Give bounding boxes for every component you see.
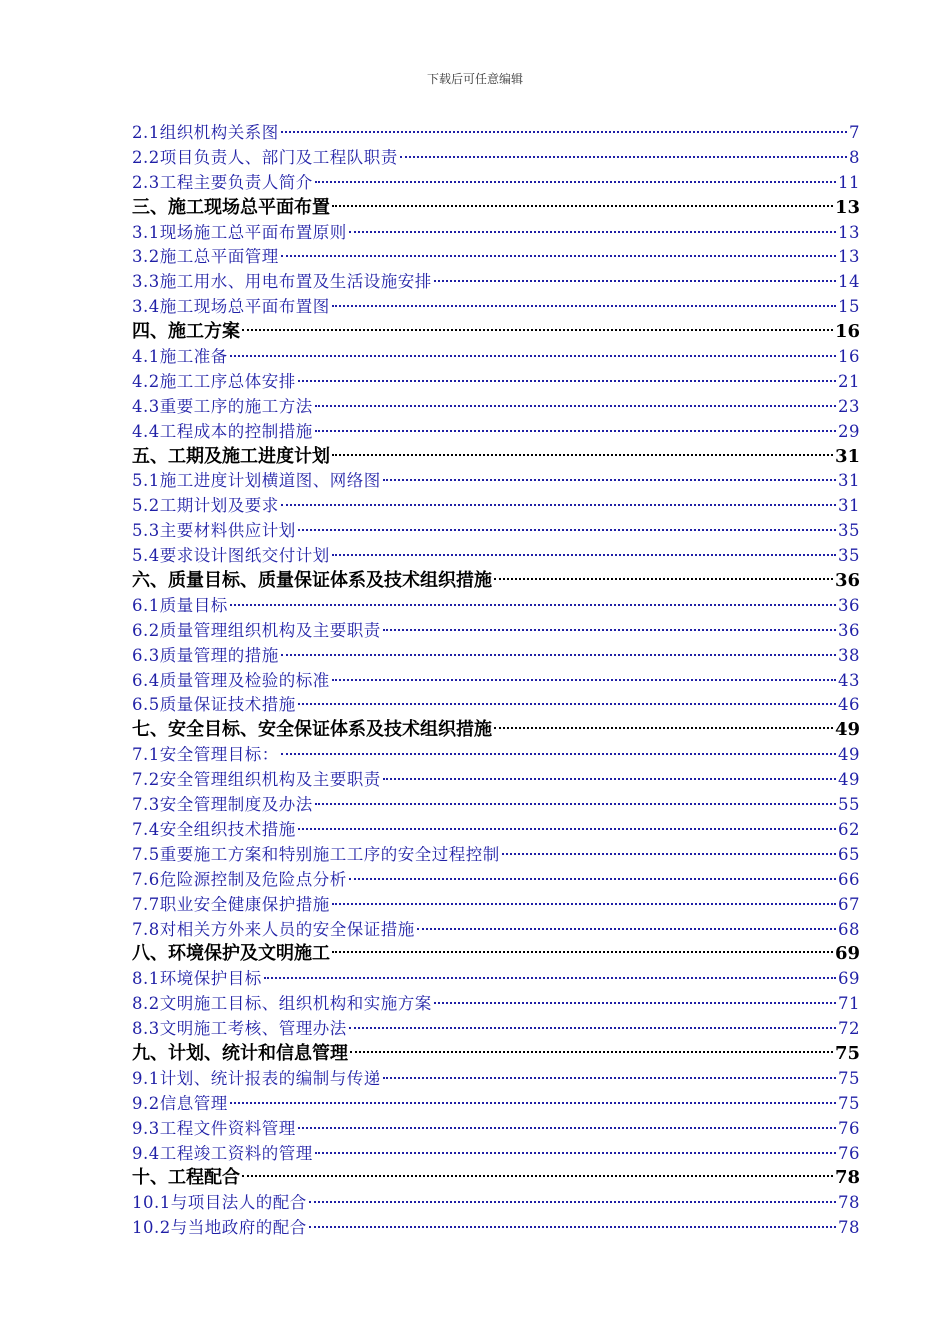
dot-leader bbox=[298, 828, 836, 830]
toc-entry-page-number: 66 bbox=[838, 869, 860, 889]
toc-subsection-entry[interactable] bbox=[132, 1216, 860, 1241]
dot-leader bbox=[281, 753, 836, 755]
dot-leader bbox=[332, 679, 836, 681]
toc-entry-page-number: 14 bbox=[838, 272, 860, 292]
dot-leader bbox=[242, 329, 833, 331]
toc-entry-page-number: 38 bbox=[838, 645, 860, 665]
dot-leader bbox=[315, 405, 836, 407]
toc-entry-page-number: 31 bbox=[838, 471, 860, 491]
toc-entry-label: 7.2安全管理组织机构及主要职责 bbox=[132, 770, 381, 790]
dot-leader bbox=[332, 554, 836, 556]
toc-entry-page-number: 71 bbox=[838, 994, 860, 1014]
toc-entry-page-number: 31 bbox=[834, 445, 860, 467]
toc-subsection-entry[interactable] bbox=[132, 544, 860, 569]
toc-entry-label: 6.4质量管理及检验的标准 bbox=[132, 670, 330, 690]
toc-entry-label: 7.6危险源控制及危险点分析 bbox=[132, 869, 347, 889]
toc-entry-page-number: 11 bbox=[838, 172, 860, 192]
dot-leader bbox=[230, 1102, 836, 1104]
toc-entry-page-number: 21 bbox=[838, 371, 860, 391]
toc-entry-page-number: 55 bbox=[838, 795, 860, 815]
toc-entry-page-number: 15 bbox=[838, 297, 860, 317]
dot-leader bbox=[434, 1002, 836, 1004]
toc-subsection-entry[interactable] bbox=[132, 793, 860, 818]
toc-entry-label: 2.1组织机构关系图 bbox=[132, 123, 279, 142]
toc-subsection-entry[interactable] bbox=[132, 594, 860, 619]
toc-entry-label: 7.3安全管理制度及办法 bbox=[132, 795, 313, 815]
toc-entry-label: 8.1环境保护目标 bbox=[132, 969, 262, 989]
dot-leader bbox=[349, 231, 836, 233]
toc-entry-label: 3.3施工用水、用电布置及生活设施安排 bbox=[132, 272, 432, 292]
toc-subsection-entry[interactable] bbox=[132, 469, 860, 494]
toc-entry-page-number: 35 bbox=[838, 546, 860, 566]
toc-entry-label: 5.1施工进度计划横道图、网络图 bbox=[132, 471, 381, 491]
dot-leader bbox=[230, 355, 836, 357]
toc-entry-page-number: 76 bbox=[838, 1118, 860, 1138]
toc-entry-label: 九、计划、统计和信息管理 bbox=[132, 1042, 348, 1064]
dot-leader bbox=[350, 1051, 833, 1053]
toc-entry-page-number: 78 bbox=[838, 1193, 860, 1213]
dot-leader bbox=[315, 181, 836, 183]
toc-section-entry[interactable] bbox=[132, 718, 860, 743]
toc-entry-page-number: 35 bbox=[838, 521, 860, 541]
toc-subsection-entry[interactable] bbox=[132, 1142, 860, 1167]
dot-leader bbox=[332, 951, 833, 953]
toc-entry-label: 4.1施工准备 bbox=[132, 347, 228, 367]
dot-leader bbox=[400, 156, 847, 158]
toc-entry-label: 5.2工期计划及要求 bbox=[132, 496, 279, 516]
toc-entry-label: 8.3文明施工考核、管理办法 bbox=[132, 1019, 347, 1039]
page-header: 下载后可任意编辑 bbox=[426, 72, 523, 86]
toc-section-entry[interactable] bbox=[132, 445, 860, 470]
toc-entry-page-number: 67 bbox=[838, 894, 860, 914]
toc-section-entry[interactable] bbox=[132, 569, 860, 594]
toc-subsection-entry[interactable] bbox=[132, 370, 860, 395]
toc-entry-page-number: 36 bbox=[834, 570, 860, 592]
toc-entry-label: 3.2施工总平面管理 bbox=[132, 247, 279, 267]
toc-subsection-entry[interactable] bbox=[132, 1017, 860, 1042]
toc-entry-page-number: 75 bbox=[834, 1042, 860, 1064]
toc-subsection-entry[interactable] bbox=[132, 669, 860, 694]
toc-subsection-entry[interactable] bbox=[132, 1117, 860, 1142]
toc-entry-page-number: 72 bbox=[838, 1019, 860, 1039]
toc-subsection-entry[interactable] bbox=[132, 619, 860, 644]
toc-subsection-entry[interactable] bbox=[132, 1067, 860, 1092]
dot-leader bbox=[298, 1127, 836, 1129]
dot-leader bbox=[298, 703, 836, 705]
toc-section-entry[interactable] bbox=[132, 196, 860, 221]
toc-entry-page-number: 78 bbox=[834, 1167, 860, 1189]
dot-leader bbox=[332, 305, 836, 307]
toc-subsection-entry[interactable] bbox=[132, 743, 860, 768]
toc-entry-label: 8.2文明施工目标、组织机构和实施方案 bbox=[132, 994, 432, 1014]
toc-subsection-entry[interactable] bbox=[132, 1191, 860, 1216]
dot-leader bbox=[332, 903, 836, 905]
toc-entry-label: 4.2施工工序总体安排 bbox=[132, 371, 296, 391]
toc-entry-label: 3.1现场施工总平面布置原则 bbox=[132, 222, 347, 242]
dot-leader bbox=[383, 479, 836, 481]
toc-subsection-entry[interactable] bbox=[132, 693, 860, 718]
toc-subsection-entry[interactable] bbox=[132, 345, 860, 370]
dot-leader bbox=[315, 1152, 836, 1154]
toc-section-entry[interactable] bbox=[132, 1042, 860, 1067]
toc-entry-page-number: 13 bbox=[834, 196, 860, 218]
toc-entry-label: 3.4施工现场总平面布置图 bbox=[132, 297, 330, 317]
toc-entry-page-number: 78 bbox=[838, 1218, 860, 1238]
toc-entry-page-number: 68 bbox=[838, 919, 860, 939]
toc-subsection-entry[interactable] bbox=[132, 420, 860, 445]
dot-leader bbox=[332, 205, 833, 207]
toc-entry-label: 9.3工程文件资料管理 bbox=[132, 1118, 296, 1138]
toc-subsection-entry[interactable] bbox=[132, 967, 860, 992]
toc-entry-label: 4.4工程成本的控制措施 bbox=[132, 421, 313, 441]
dot-leader bbox=[298, 529, 836, 531]
toc-subsection-entry[interactable] bbox=[132, 768, 860, 793]
dot-leader bbox=[349, 878, 836, 880]
toc-entry-label: 4.3重要工序的施工方法 bbox=[132, 396, 313, 416]
toc-entry-label: 5.4要求设计图纸交付计划 bbox=[132, 546, 330, 566]
toc-entry-page-number: 62 bbox=[838, 819, 860, 839]
toc-entry-page-number: 49 bbox=[838, 770, 860, 790]
dot-leader bbox=[281, 131, 847, 133]
dot-leader bbox=[298, 380, 836, 382]
toc-subsection-entry[interactable] bbox=[132, 221, 860, 246]
toc-entry-page-number: 8 bbox=[849, 147, 860, 167]
toc-subsection-entry[interactable] bbox=[132, 868, 860, 893]
toc-entry-page-number: 49 bbox=[834, 719, 860, 741]
toc-entry-label: 7.7职业安全健康保护措施 bbox=[132, 894, 330, 914]
toc-entry-label: 5.3主要材料供应计划 bbox=[132, 521, 296, 541]
toc-subsection-entry[interactable] bbox=[132, 270, 860, 295]
toc-entry-page-number: 75 bbox=[838, 1068, 860, 1088]
toc-subsection-entry[interactable] bbox=[132, 519, 860, 544]
toc-entry-label: 7.8对相关方外来人员的安全保证措施 bbox=[132, 919, 415, 939]
toc-entry-label: 7.1安全管理目标： bbox=[132, 745, 279, 765]
toc-subsection-entry[interactable] bbox=[132, 644, 860, 669]
dot-leader bbox=[281, 504, 836, 506]
toc-entry-label: 五、工期及施工进度计划 bbox=[132, 445, 330, 467]
toc-entry-page-number: 69 bbox=[838, 969, 860, 989]
toc-section-entry[interactable] bbox=[132, 320, 860, 345]
toc-entry-label: 7.4安全组织技术措施 bbox=[132, 819, 296, 839]
toc-entry-label: 10.1与项目法人的配合 bbox=[132, 1193, 307, 1213]
dot-leader bbox=[349, 1027, 836, 1029]
dot-leader bbox=[315, 430, 836, 432]
dot-leader bbox=[434, 280, 836, 282]
toc-entry-page-number: 36 bbox=[838, 620, 860, 640]
toc-entry-page-number: 13 bbox=[838, 222, 860, 242]
toc-entry-page-number: 36 bbox=[838, 595, 860, 615]
toc-entry-label: 十、工程配合 bbox=[132, 1167, 240, 1189]
toc-section-entry[interactable] bbox=[132, 942, 860, 967]
dot-leader bbox=[309, 1201, 836, 1203]
toc-entry-label: 10.2与当地政府的配合 bbox=[132, 1218, 307, 1238]
dot-leader bbox=[494, 727, 833, 729]
toc-entry-label: 9.2信息管理 bbox=[132, 1093, 228, 1113]
toc-subsection-entry[interactable] bbox=[132, 295, 860, 320]
dot-leader bbox=[494, 578, 833, 580]
dot-leader bbox=[383, 629, 836, 631]
toc-entry-page-number: 49 bbox=[838, 745, 860, 765]
dot-leader bbox=[281, 654, 836, 656]
toc-entry-label: 6.5质量保证技术措施 bbox=[132, 695, 296, 715]
toc-entry-page-number: 7 bbox=[849, 123, 860, 142]
toc-entry-label: 6.1质量目标 bbox=[132, 595, 228, 615]
dot-leader bbox=[383, 778, 836, 780]
dot-leader bbox=[383, 1077, 836, 1079]
toc-subsection-entry[interactable] bbox=[132, 818, 860, 843]
toc-subsection-entry[interactable] bbox=[132, 121, 860, 146]
toc-entry-label: 七、安全目标、安全保证体系及技术组织措施 bbox=[132, 719, 492, 741]
dot-leader bbox=[332, 454, 833, 456]
toc-entry-page-number: 31 bbox=[838, 496, 860, 516]
toc-entry-label: 6.3质量管理的措施 bbox=[132, 645, 279, 665]
toc-subsection-entry[interactable] bbox=[132, 494, 860, 519]
dot-leader bbox=[242, 1175, 833, 1177]
toc-entry-page-number: 29 bbox=[838, 421, 860, 441]
table-of-contents bbox=[132, 121, 860, 1241]
toc-subsection-entry[interactable] bbox=[132, 395, 860, 420]
toc-entry-page-number: 65 bbox=[838, 844, 860, 864]
toc-subsection-entry[interactable] bbox=[132, 1092, 860, 1117]
toc-entry-label: 2.3工程主要负责人简介 bbox=[132, 172, 313, 192]
toc-entry-page-number: 43 bbox=[838, 670, 860, 690]
toc-entry-page-number: 23 bbox=[838, 396, 860, 416]
dot-leader bbox=[417, 928, 836, 930]
toc-entry-label: 9.4工程竣工资料的管理 bbox=[132, 1143, 313, 1163]
toc-entry-page-number: 16 bbox=[834, 321, 860, 343]
toc-entry-page-number: 76 bbox=[838, 1143, 860, 1163]
dot-leader bbox=[264, 977, 836, 979]
toc-entry-label: 三、施工现场总平面布置 bbox=[132, 196, 330, 218]
dot-leader bbox=[315, 803, 836, 805]
toc-entry-label: 八、环境保护及文明施工 bbox=[132, 943, 330, 965]
toc-entry-label: 2.2项目负责人、部门及工程队职责 bbox=[132, 147, 398, 167]
toc-subsection-entry[interactable] bbox=[132, 893, 860, 918]
toc-subsection-entry[interactable] bbox=[132, 171, 860, 196]
toc-entry-label: 7.5重要施工方案和特别施工工序的安全过程控制 bbox=[132, 844, 500, 864]
toc-entry-page-number: 16 bbox=[838, 347, 860, 367]
toc-subsection-entry[interactable] bbox=[132, 843, 860, 868]
toc-subsection-entry[interactable] bbox=[132, 992, 860, 1017]
toc-entry-page-number: 69 bbox=[834, 943, 860, 965]
toc-subsection-entry[interactable] bbox=[132, 146, 860, 171]
dot-leader bbox=[281, 255, 836, 257]
toc-entry-label: 四、施工方案 bbox=[132, 321, 240, 343]
dot-leader bbox=[309, 1226, 836, 1228]
toc-entry-page-number: 13 bbox=[838, 247, 860, 267]
toc-entry-page-number: 75 bbox=[838, 1093, 860, 1113]
toc-subsection-entry[interactable] bbox=[132, 918, 860, 943]
toc-section-entry[interactable] bbox=[132, 1166, 860, 1191]
toc-entry-page-number: 46 bbox=[838, 695, 860, 715]
toc-entry-label: 六、质量目标、质量保证体系及技术组织措施 bbox=[132, 570, 492, 592]
dot-leader bbox=[502, 853, 836, 855]
dot-leader bbox=[230, 604, 836, 606]
toc-entry-label: 6.2质量管理组织机构及主要职责 bbox=[132, 620, 381, 640]
toc-subsection-entry[interactable] bbox=[132, 245, 860, 270]
toc-entry-label: 9.1计划、统计报表的编制与传递 bbox=[132, 1068, 381, 1088]
